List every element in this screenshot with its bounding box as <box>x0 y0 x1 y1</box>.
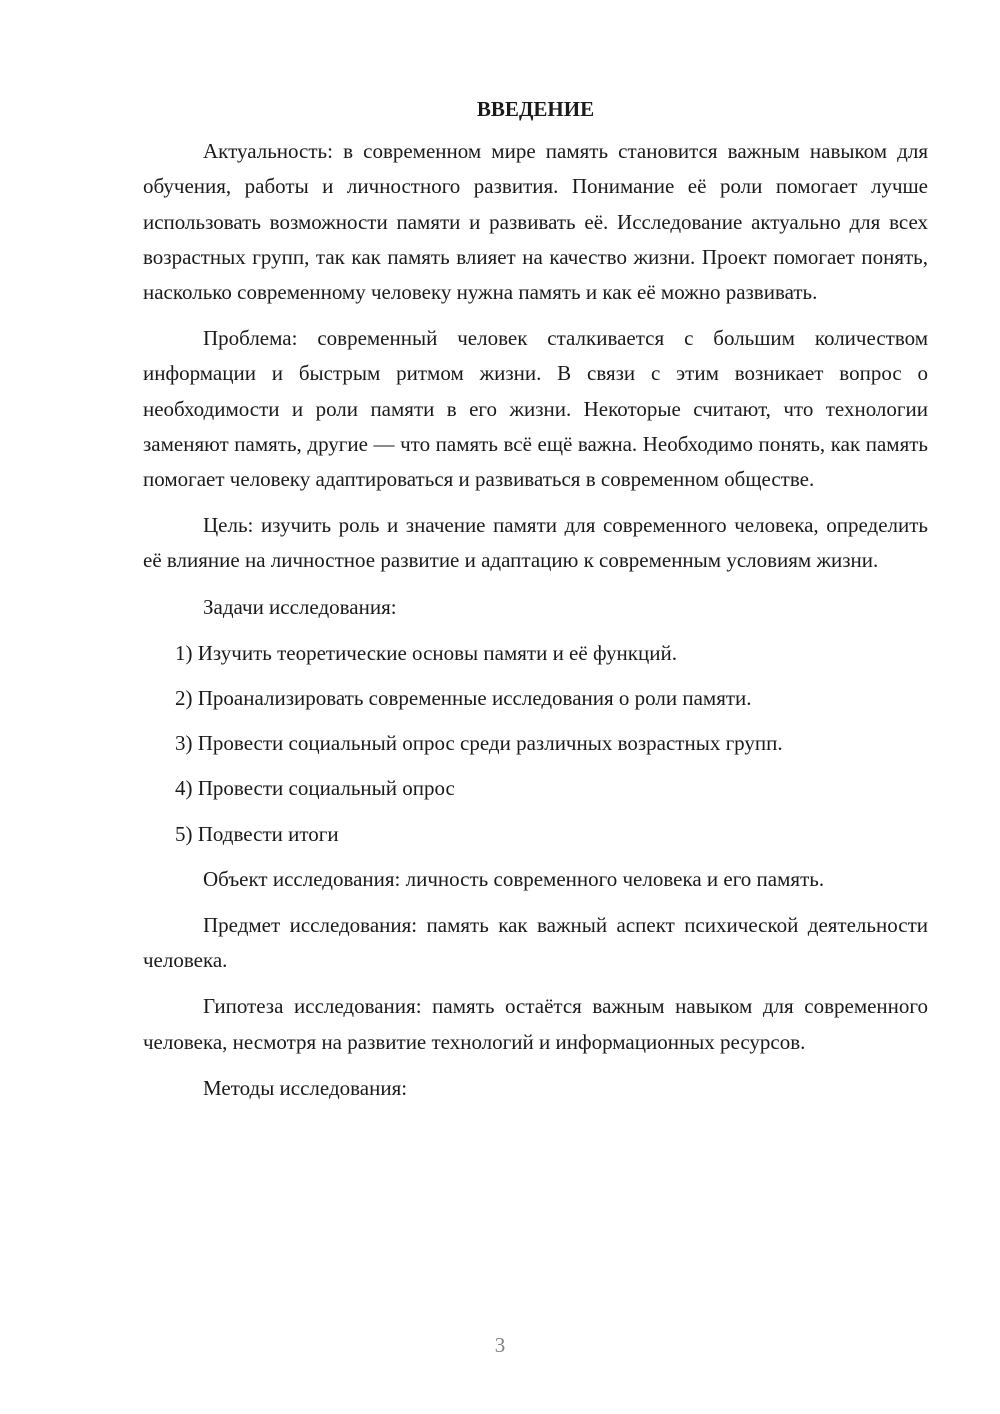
document-page <box>143 92 928 1117</box>
section-title: ВВЕДЕНИЕ <box>476 97 595 121</box>
task-item: 5) Подвести итоги <box>175 821 339 846</box>
subject-paragraph: Предмет исследования: память как важный аспект психической деятельности человека. <box>143 913 928 973</box>
tasks-heading: Задачи исследования: <box>203 594 397 619</box>
task-item: 1) Изучить теоретические основы памяти и её функций. <box>175 640 677 665</box>
goal-paragraph: Цель: изучить роль и значение памяти для современного человека, определить её влияние на личностное развитие и адаптацию к современным условиям жизни. <box>143 513 928 573</box>
object-paragraph: Объект исследования: личность современного человека и его память. <box>203 866 825 891</box>
problem-paragraph: Проблема: современный человек сталкивается с большим количеством информации и быстрым ритмом жизни. В связи с этим возникает вопрос о необходимости и роли памяти в его жизни. Некоторые считают, что технологии заменяют память, другие — что память всё ещё важна. Необходимо понять, как память помогает человеку адаптироваться и развиваться в современном обществе. <box>143 326 928 492</box>
hypothesis-paragraph: Гипотеза исследования: память остаётся важным навыком для современного человека, несмотря на развитие технологий и информационных ресурсов. <box>143 994 928 1054</box>
task-item: 4) Провести социальный опрос <box>175 776 455 801</box>
relevance-paragraph: Актуальность: в современном мире память становится важным навыком для обучения, работы и личностного развития. Понимание её роли помогает лучше использовать возможности памяти и развивать её. Исследование актуально для всех возрастных групп, так как память влияет на качество жизни. Проект помогает понять, насколько современному человеку нужна память и как её можно развивать. <box>143 139 928 305</box>
page-number: 3 <box>494 1333 506 1357</box>
methods-heading: Методы исследования: <box>203 1075 408 1100</box>
tasks-list <box>143 636 928 852</box>
task-item: 3) Провести социальный опрос среди различных возрастных групп. <box>175 731 783 756</box>
task-item: 2) Проанализировать современные исследования о роли памяти. <box>175 686 752 711</box>
